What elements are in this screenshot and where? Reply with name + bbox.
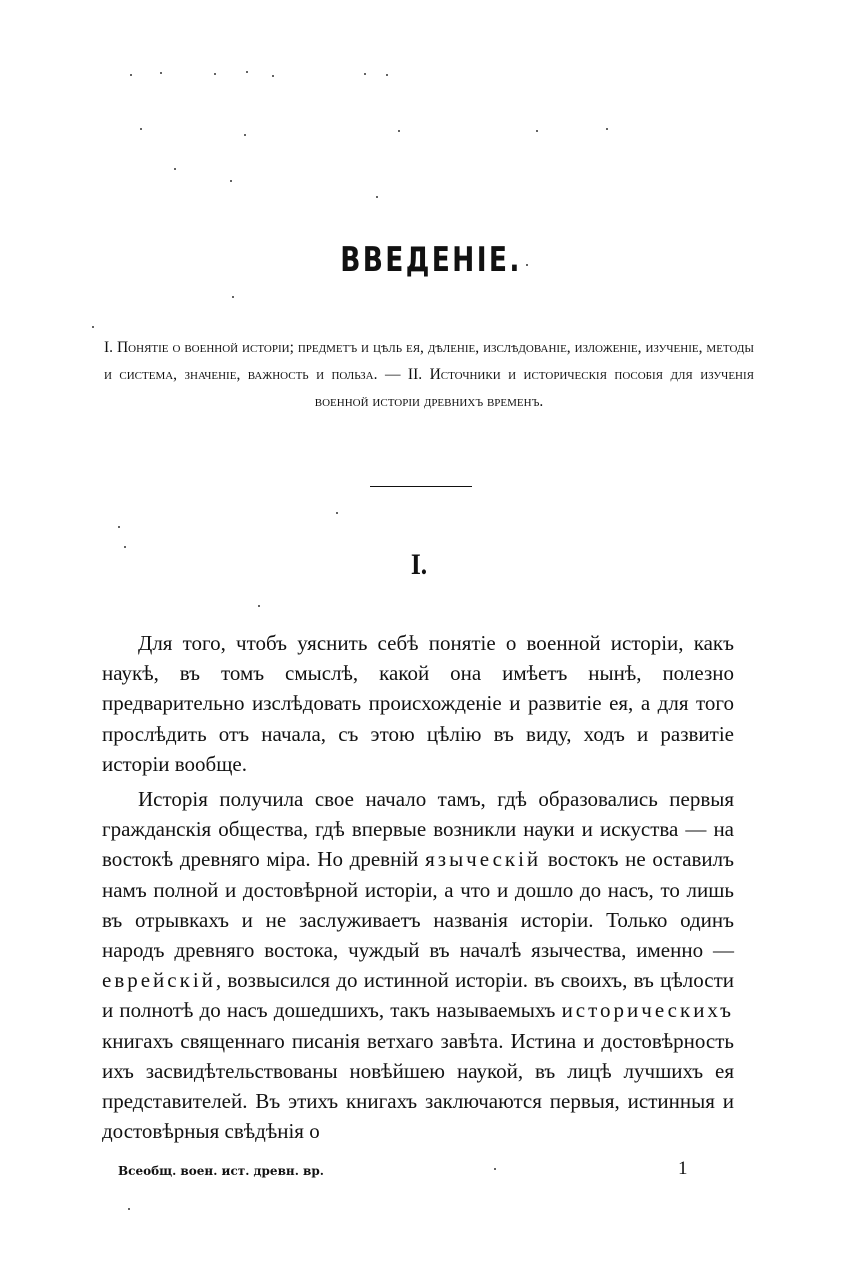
- section-divider: [370, 486, 472, 487]
- page-number: 1: [678, 1158, 688, 1179]
- paragraph-2-part-a: Исторія получила свое начало тамъ, гдѣ образовались первыя гражданскія общества, гдѣ впервые возникли науки и искуства — на востокѣ древняго міра. Но древній: [102, 787, 734, 872]
- spaced-word-pagan: языческій: [425, 847, 542, 872]
- paragraph-1: Для того, чтобъ уяснить себѣ понятіе о военной исторіи, какъ наукѣ, въ томъ смыслѣ, какой она имѣетъ нынѣ, полезно предварительно изслѣдовать происхожденіе и развитіе ея, а для того прослѣдить отъ начала, съ этою цѣлію въ виду, ходъ и развитіе исторіи вообще.: [102, 631, 734, 776]
- page-title: ВВЕДЕНIЕ.: [340, 240, 522, 280]
- section-number: I.: [410, 548, 428, 581]
- spaced-word-jewish: еврейскій: [102, 968, 216, 993]
- body-text: [102, 628, 734, 1146]
- paragraph-2-part-e: , возвысился до истинной исторіи. въ своихъ, въ цѣлости и полнотѣ до насъ дошедшихъ, такъ называемыхъ: [102, 968, 734, 1023]
- chapter-summary: I. Понятіе о военной исторіи; предметъ и цѣль ея, дѣленіе, изслѣдованіе, изложеніе, изученіе, методы и система, значеніе, важность и польза. — II. Источники и историческія пособія для изученія военной исторіи древнихъ временъ.: [104, 339, 754, 410]
- footer-signature: Всеобщ. воен. ист. древн. вр.: [118, 1164, 324, 1178]
- paragraph-2-part-g: книгахъ священнаго писанія ветхаго завѣта. Истина и достовѣрность ихъ засвидѣтельствованы новѣйшею наукой, въ лицѣ лучшихъ ея представителей. Въ этихъ книгахъ заключаются первыя, истинныя и достовѣрныя свѣдѣнія о: [102, 1028, 734, 1144]
- spaced-word-historical: историческихъ: [561, 998, 734, 1023]
- paragraph-2-part-c: востокъ не оставилъ намъ полной и достовѣрной исторіи, а что и дошло до насъ, то лишь въ отрывкахъ и не заслуживаетъ названія исторіи. Только одинъ народъ древняго востока, чуждый въ началѣ язычества, именно —: [102, 847, 735, 963]
- paragraph-2: [102, 784, 734, 1146]
